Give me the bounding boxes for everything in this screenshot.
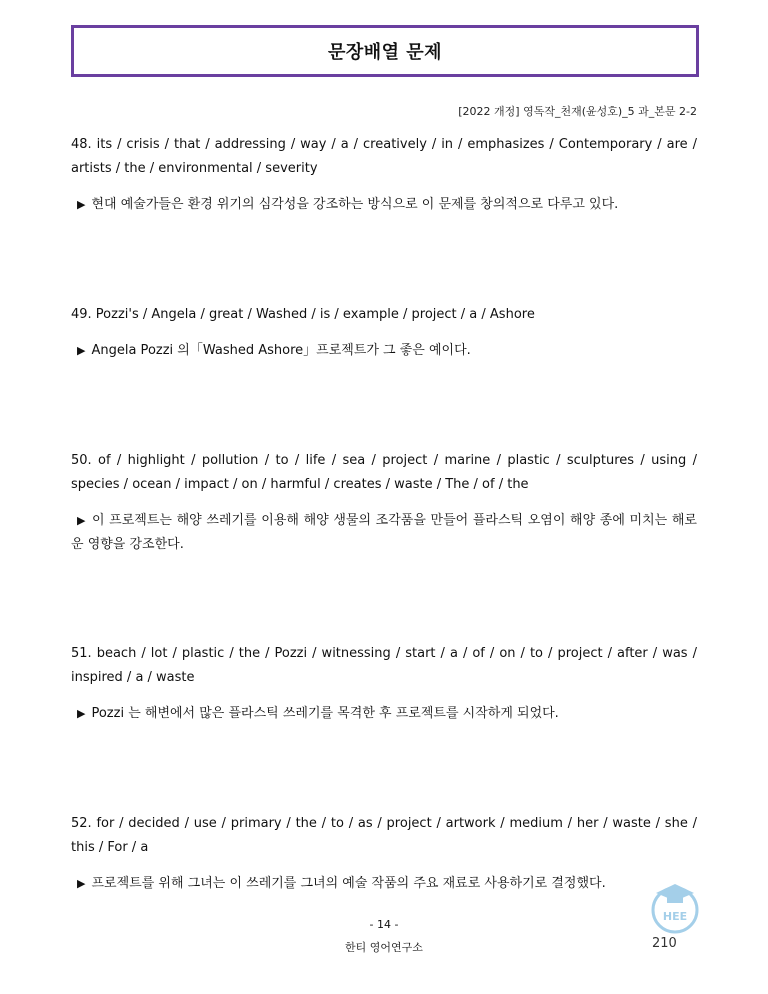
question-text: 50. of / highlight / pollution / to / life / sea / project / marine / plastic / sculptures / using / species / ocean / impact / on / harmful / creates / waste / The / of / the bbox=[71, 453, 697, 492]
source-label: [2022 개정] 영독작_천재(윤성호)_5 과_본문 2-2 bbox=[458, 105, 697, 118]
translation-text: Angela Pozzi 의「Washed Ashore」프로젝트가 그 좋은 예이다. bbox=[91, 343, 471, 358]
play-triangle-icon: ▶ bbox=[77, 198, 86, 211]
question-text: 51. beach / lot / plastic / the / Pozzi / witnessing / start / a / of / on / to / project / after / was / inspired / a / waste bbox=[71, 646, 697, 685]
logo-text: HEE bbox=[662, 910, 688, 923]
play-triangle-icon: ▶ bbox=[77, 344, 86, 357]
question-49 bbox=[71, 303, 697, 363]
question-translation bbox=[71, 872, 697, 896]
play-triangle-icon: ▶ bbox=[77, 707, 86, 720]
question-50 bbox=[71, 449, 697, 557]
translation-text: Pozzi 는 해변에서 많은 플라스틱 쓰레기를 목격한 후 프로젝트를 시작하게 되었다. bbox=[91, 706, 559, 721]
question-translation bbox=[71, 702, 697, 726]
question-translation bbox=[71, 509, 697, 557]
page-total: 210 bbox=[652, 936, 677, 951]
question-text: 49. Pozzi's / Angela / great / Washed / is / example / project / a / Ashore bbox=[71, 307, 535, 322]
publisher-label: 한티 영어연구소 bbox=[345, 941, 423, 954]
translation-text: 프로젝트를 위해 그녀는 이 쓰레기를 그녀의 예술 작품의 주요 재료로 사용하기로 결정했다. bbox=[91, 876, 606, 891]
question-48 bbox=[71, 133, 697, 217]
play-triangle-icon: ▶ bbox=[77, 514, 86, 527]
page-title: 문장배열 문제 bbox=[327, 42, 443, 63]
title-box bbox=[71, 25, 699, 77]
question-translation bbox=[71, 339, 697, 363]
question-51 bbox=[71, 642, 697, 726]
translation-text: 이 프로젝트는 해양 쓰레기를 이용해 해양 생물의 조각품을 만들어 플라스틱 오염이 해양 종에 미치는 해로운 영향을 강조한다. bbox=[71, 513, 697, 552]
question-text: 48. its / crisis / that / addressing / way / a / creatively / in / emphasizes / Contemporary / are / artists / the / environmental / severity bbox=[71, 137, 697, 176]
translation-text: 현대 예술가들은 환경 위기의 심각성을 강조하는 방식으로 이 문제를 창의적으로 다루고 있다. bbox=[91, 197, 619, 212]
question-52 bbox=[71, 812, 697, 896]
question-translation bbox=[71, 193, 697, 217]
page-number: - 14 - bbox=[369, 918, 399, 931]
question-text: 52. for / decided / use / primary / the / to / as / project / artwork / medium / her / waste / she / this / For / a bbox=[71, 816, 697, 855]
play-triangle-icon: ▶ bbox=[77, 877, 86, 890]
